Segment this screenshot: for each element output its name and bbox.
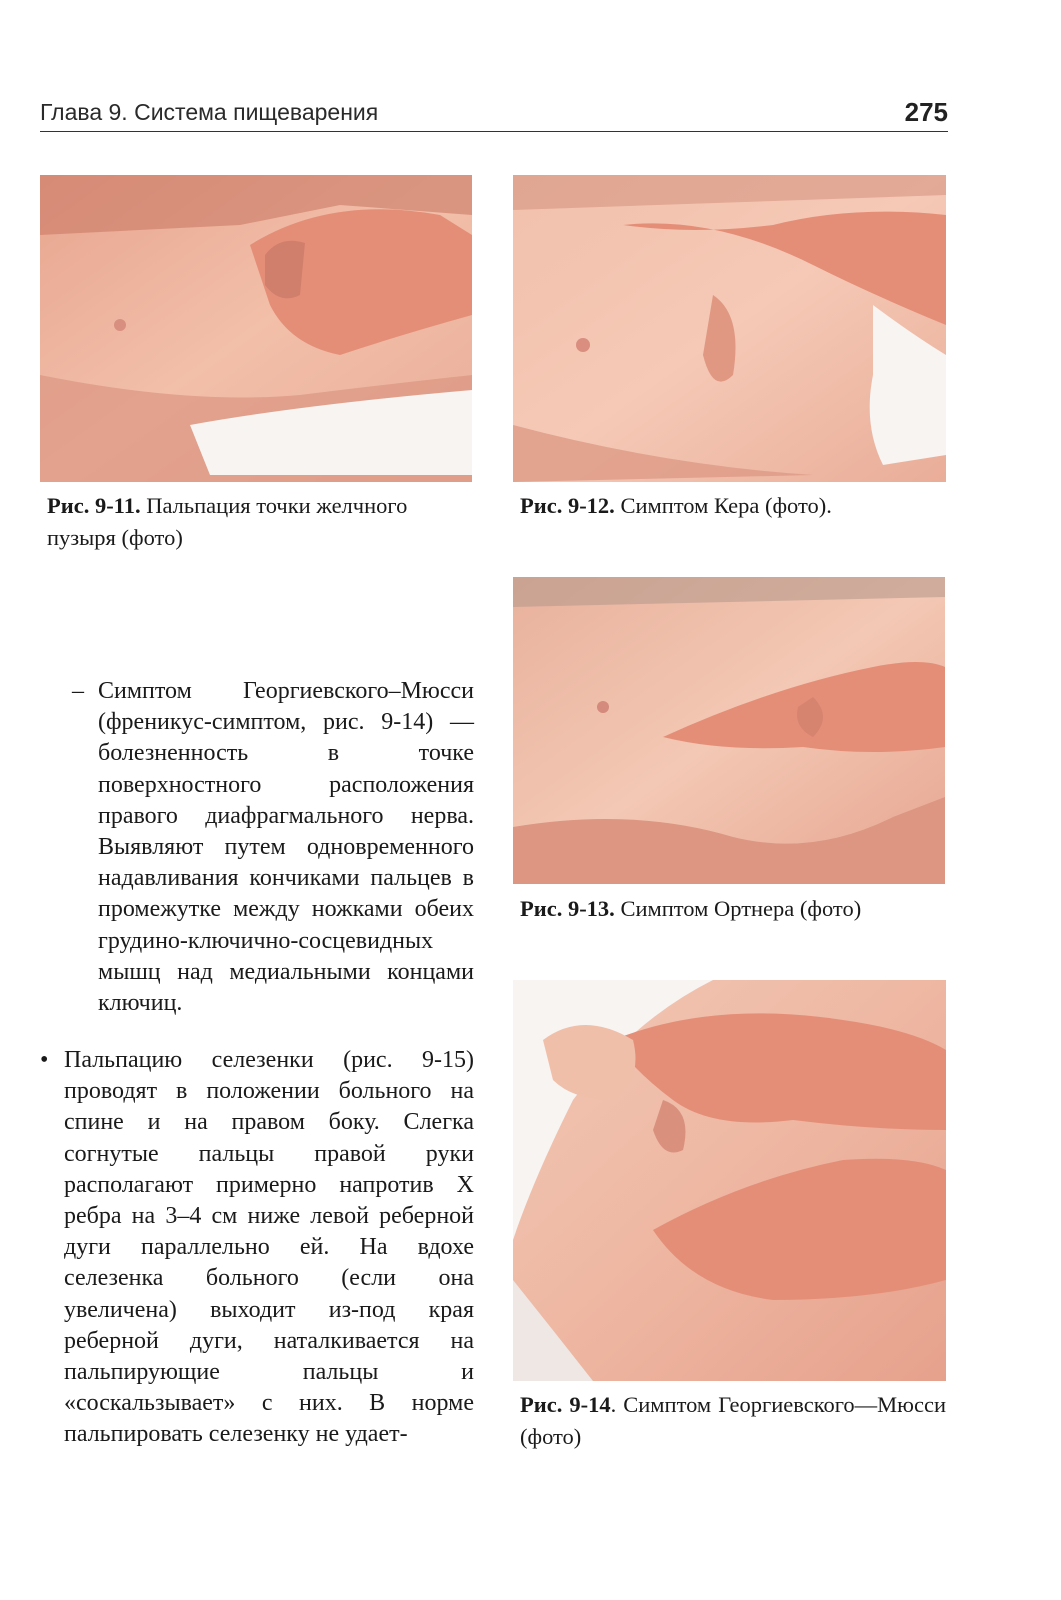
- figure-label: Рис. 9-11.: [47, 493, 141, 518]
- figure-9-12-photo: [513, 175, 946, 482]
- figure-9-11-photo: [40, 175, 472, 482]
- figure-caption-text: . Симптом Георгиевского—Мюсси (фото): [520, 1392, 946, 1449]
- figure-9-14-photo: [513, 980, 946, 1381]
- figure-9-13-caption: [520, 893, 945, 925]
- figure-9-13-photo: [513, 577, 945, 884]
- figure-9-14-caption: [520, 1389, 946, 1453]
- running-header: [40, 95, 948, 132]
- figure-caption-text: Симптом Ортнера (фото): [620, 896, 862, 921]
- symptom-description: [72, 676, 474, 1019]
- paragraph: Пальпацию селезенки (рис. 9-15) проводят в положении больного на спине и на правом боку. Слегка согнутые пальцы правой руки располагают примерно напротив X ребра на 3–4 см ниже левой реберной дуги параллельно ей. На вдохе селезенка больного (если она увеличена) выходит из-под края реберной дуги, наталкивается на пальпирующие пальцы и «соскальзывает» с них. В норме пальпировать селезенку не удает-: [64, 1047, 474, 1448]
- paragraph: Симптом Георгиевского–Мюсси (френикус-симптом, рис. 9-14) — болезненность в точке поверхностного расположения правого диафрагмального нерва. Выявляют путем одновременного надавливания кончиками пальцев в промежутке между ножками обеих грудино-ключично-сосцевидных мышц над медиальными концами ключиц.: [98, 678, 474, 1017]
- figure-caption-text: Пальпация точки желчного пузыря (фото): [47, 493, 408, 550]
- figure-caption-text: Симптом Кера (фото).: [620, 493, 832, 518]
- figure-9-11-caption: [47, 490, 472, 554]
- spleen-palpation-description: [40, 1045, 474, 1451]
- figure-label: Рис. 9-13.: [520, 896, 615, 921]
- dash-marker: –: [72, 678, 84, 704]
- bullet-marker: •: [40, 1047, 49, 1073]
- page-number: 275: [904, 97, 948, 127]
- chapter-title: Глава 9. Система пищеварения: [40, 99, 379, 125]
- figure-label: Рис. 9-12.: [520, 493, 615, 518]
- figure-9-12-caption: [520, 490, 946, 522]
- figure-label: Рис. 9-14: [520, 1392, 611, 1417]
